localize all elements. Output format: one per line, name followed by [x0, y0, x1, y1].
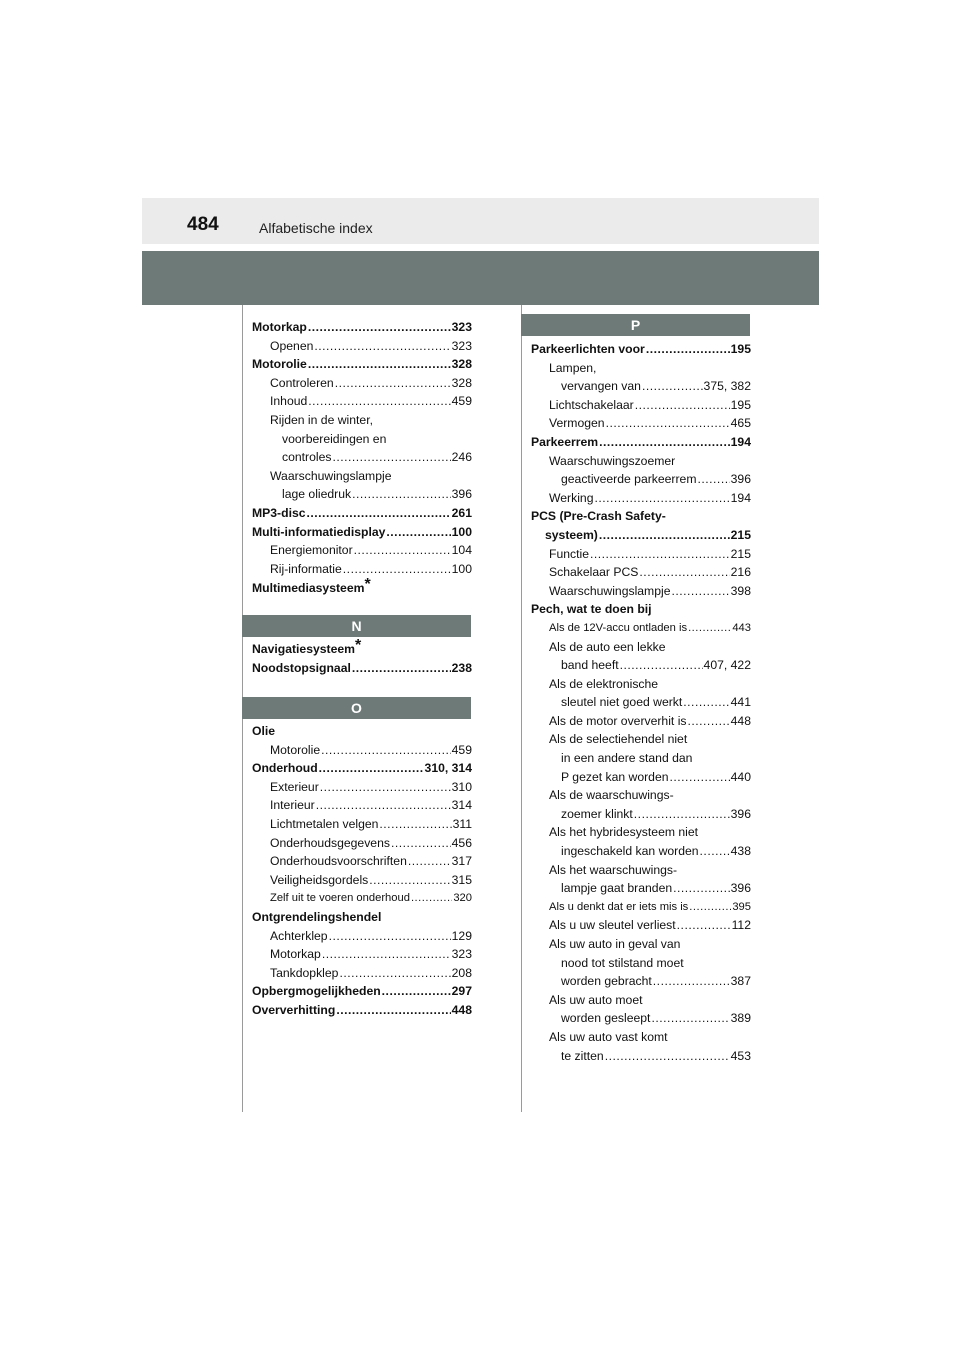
leader-dots: [335, 374, 451, 393]
leader-dots: [308, 355, 451, 374]
leader-dots: [411, 889, 452, 908]
entry-page: 215: [730, 546, 751, 561]
entry-page: 310: [451, 779, 472, 794]
entry-text: Motorkap: [270, 947, 321, 962]
index-entry: [531, 730, 751, 749]
entry-text: zoemer klinkt: [561, 806, 633, 821]
leader-dots: [322, 945, 451, 964]
entry-text: Motorolie: [270, 742, 321, 757]
leader-dots: [605, 1047, 730, 1066]
entry-page: 195: [730, 397, 751, 412]
index-entry: [252, 467, 472, 486]
leader-dots: [599, 433, 730, 452]
leader-dots: [670, 768, 730, 787]
leader-dots: [653, 972, 730, 991]
leader-dots: [651, 1009, 729, 1028]
index-entry: [252, 411, 472, 430]
entry-text: lage oliedruk: [282, 487, 352, 502]
entry-text: Lampen,: [549, 360, 597, 375]
section-title: Alfabetische index: [259, 220, 373, 236]
index-entry: [531, 749, 751, 768]
leader-dots: [594, 489, 729, 508]
index-entry: [531, 842, 751, 861]
entry-text: Achterklep: [270, 928, 328, 943]
entry-text: Als uw auto moet: [549, 992, 643, 1007]
index-entry: [252, 355, 472, 374]
entry-page: 311: [452, 816, 472, 831]
entry-text: Als het waarschuwings-: [549, 862, 678, 877]
entry-text: Als de waarschuwings-: [549, 788, 674, 803]
entry-text: Parkeerrem: [531, 434, 599, 449]
entry-text: Exterieur: [270, 779, 319, 794]
index-entry: [252, 1001, 472, 1020]
entry-page: 328: [451, 357, 472, 372]
entry-text: Als de motor oververhit is: [549, 713, 687, 728]
leader-dots: [308, 392, 450, 411]
header-band: [142, 198, 819, 244]
entry-page: 297: [451, 984, 472, 999]
entry-text: systeem): [545, 527, 598, 542]
index-column-right: [531, 340, 751, 1065]
entry-text: te zitten: [561, 1048, 604, 1063]
leader-dots: [590, 545, 730, 564]
index-entry: [531, 693, 751, 712]
index-entry: [531, 898, 751, 917]
index-entry: [252, 945, 472, 964]
entry-text: Ontgrendelingshendel: [252, 909, 382, 924]
index-entry: [531, 563, 751, 582]
entry-text: Openen: [270, 338, 314, 353]
letter-header-o: [242, 697, 471, 719]
entry-text: Navigatiesysteem: [252, 642, 355, 656]
index-entry: [252, 964, 472, 983]
entry-page: 438: [730, 844, 751, 859]
entry-page: 396: [730, 472, 751, 487]
index-entry: [531, 916, 751, 935]
entry-text: Tankdopklep: [270, 965, 339, 980]
entry-text: Olie: [252, 724, 276, 738]
leader-dots: [688, 712, 730, 731]
entry-text: Lichtschakelaar: [549, 397, 634, 412]
index-entry: [531, 489, 751, 508]
index-entry: [252, 485, 472, 504]
leader-dots: [639, 563, 729, 582]
entry-text: worden gesleept: [561, 1011, 651, 1026]
leader-dots: [352, 485, 451, 504]
entry-text: Als uw auto in geval van: [549, 937, 681, 951]
leader-dots: [343, 560, 451, 579]
index-entry: [252, 815, 472, 834]
leader-dots: [352, 659, 451, 678]
entry-page: 315: [451, 872, 472, 887]
entry-text: Rij-informatie: [270, 561, 342, 576]
index-entry: [531, 545, 751, 564]
index-list-n: [252, 637, 472, 677]
index-entry-multimediasysteem: [252, 576, 472, 598]
entry-text: Waarschuwingslampje: [549, 583, 671, 598]
entry-text: Vermogen: [549, 416, 605, 431]
index-entry: [531, 805, 751, 824]
leader-dots: [354, 541, 451, 560]
entry-text: Werking: [549, 490, 594, 505]
entry-text: Schakelaar PCS: [549, 565, 639, 580]
index-entry: [252, 523, 472, 542]
index-entry: [252, 741, 472, 760]
entry-text: Rijden in de winter,: [270, 412, 373, 427]
page-number: 484: [187, 214, 219, 235]
index-entry: [531, 507, 751, 526]
entry-page: 456: [451, 835, 472, 850]
asterisk-mark: *: [354, 637, 362, 654]
entry-page: 194: [730, 434, 751, 449]
index-entry: [531, 359, 751, 378]
entry-text: controles: [282, 450, 332, 465]
leader-dots: [635, 396, 730, 415]
leader-dots: [677, 916, 731, 935]
leader-dots: [634, 805, 730, 824]
entry-text: Als het hybridesysteem niet: [549, 825, 699, 840]
index-entry: [531, 638, 751, 657]
index-entry: [252, 796, 472, 815]
leader-dots: [408, 852, 451, 871]
entry-page: 448: [730, 713, 751, 728]
entry-text: Interieur: [270, 798, 315, 813]
entry-page: 396: [730, 806, 751, 821]
index-entry: [531, 433, 751, 452]
index-entry: [252, 778, 472, 797]
index-entry: [531, 526, 751, 545]
index-entry: [252, 759, 472, 778]
entry-page: 216: [730, 565, 751, 580]
entry-page: 323: [451, 947, 472, 962]
entry-text: Functie: [549, 546, 589, 561]
entry-page: 440: [730, 769, 751, 784]
index-entry: [252, 430, 472, 449]
entry-page: 104: [451, 543, 472, 558]
entry-page: 443: [732, 621, 751, 634]
entry-text: Noodstopsignaal: [252, 660, 351, 675]
index-entry: [252, 448, 472, 467]
index-entry: [252, 889, 472, 908]
leader-dots: [698, 470, 730, 489]
index-entry: [531, 1028, 751, 1047]
entry-text: Inhoud: [270, 394, 308, 409]
entry-page: 112: [731, 918, 751, 933]
index-entry: [531, 377, 751, 396]
index-entry: [531, 452, 751, 471]
leader-dots: [320, 778, 451, 797]
index-entry: [531, 619, 751, 638]
entry-page: 396: [451, 487, 472, 502]
entry-text: Waarschuwingslampje: [270, 468, 392, 483]
entry-text: nood tot stilstand moet: [561, 955, 684, 970]
index-entry-noodstopsignaal: [252, 659, 472, 678]
index-entry: [531, 600, 751, 619]
entry-text: Onderhoud: [252, 761, 318, 776]
entry-text: Als u denkt dat er iets mis is: [549, 900, 689, 913]
entry-page: 395: [732, 900, 751, 913]
entry-text: Waarschuwingszoemer: [549, 453, 676, 468]
leader-dots: [642, 377, 703, 396]
index-entry: [531, 768, 751, 787]
index-list-o: [252, 722, 472, 1020]
entry-text: lampje gaat branden: [561, 881, 673, 896]
entry-page: 328: [451, 375, 472, 390]
index-entry: [531, 972, 751, 991]
letter-header-n: [242, 615, 471, 637]
index-entry: [252, 374, 472, 393]
entry-text: Motorkap: [252, 320, 307, 334]
index-entry: [252, 392, 472, 411]
letter-label: P: [630, 317, 641, 333]
entry-page: 129: [451, 928, 472, 943]
entry-text: Als de elektronische: [549, 676, 659, 691]
index-entry: [531, 470, 751, 489]
entry-text: geactiveerde parkeerrem: [561, 472, 697, 487]
index-entry: [531, 656, 751, 675]
entry-page: 208: [451, 965, 472, 980]
index-entry: [252, 852, 472, 871]
entry-text: Zelf uit te voeren onderhoud: [270, 892, 410, 905]
entry-page: 459: [451, 394, 472, 409]
entry-page: 396: [730, 881, 751, 896]
right-column-rule: [521, 305, 522, 1112]
index-entry-navigatiesysteem: [252, 637, 472, 659]
leader-dots: [321, 741, 451, 760]
index-entry: [531, 712, 751, 731]
entry-text: Als de auto een lekke: [549, 639, 666, 654]
header-grey-bar: [142, 251, 819, 305]
leader-dots: [391, 834, 451, 853]
entry-text: Opbergmogelijkheden: [252, 984, 381, 999]
index-entry: [252, 560, 472, 579]
leader-dots: [339, 964, 450, 983]
asterisk-mark: *: [364, 576, 371, 594]
leader-dots: [689, 898, 731, 917]
leader-dots: [673, 879, 730, 898]
entry-text: Pech, wat te doen bij: [531, 602, 652, 617]
entry-text: worden gebracht: [561, 974, 652, 989]
index-entry: [531, 954, 751, 973]
index-entry: [531, 861, 751, 880]
entry-page: 459: [451, 742, 472, 757]
index-entry: [531, 675, 751, 694]
index-entry: [531, 414, 751, 433]
entry-text: band heeft: [561, 658, 619, 673]
leader-dots: [332, 448, 450, 467]
index-entry: [531, 823, 751, 842]
entry-page: 314: [451, 798, 472, 813]
leader-dots: [336, 1001, 450, 1020]
leader-dots: [379, 815, 451, 834]
entry-page: 310, 314: [424, 761, 472, 776]
index-entry: [531, 991, 751, 1010]
entry-page: 317: [451, 854, 472, 869]
leader-dots: [620, 656, 703, 675]
letter-label: N: [351, 618, 362, 634]
entry-text: Controleren: [270, 375, 334, 390]
leader-dots: [382, 982, 451, 1001]
index-entry: [531, 786, 751, 805]
entry-text: Veiligheidsgordels: [270, 872, 369, 887]
index-entry: [531, 582, 751, 601]
index-entry: [252, 722, 472, 741]
index-entry: [252, 871, 472, 890]
entry-text: in een andere stand dan: [561, 751, 693, 766]
leader-dots: [369, 871, 450, 890]
entry-text: Lichtmetalen velgen: [270, 816, 379, 831]
letter-label: O: [351, 700, 362, 716]
entry-page: 441: [730, 695, 751, 710]
entry-text: Onderhoudsvoorschriften: [270, 854, 407, 869]
index-column-left-o: [252, 722, 472, 1020]
leader-dots: [688, 619, 731, 638]
entry-page: 387: [730, 974, 751, 989]
entry-page: 453: [730, 1048, 751, 1063]
entry-text: P gezet kan worden: [561, 769, 669, 784]
index-entry: [252, 541, 472, 560]
entry-page: 323: [451, 320, 472, 334]
entry-page: 323: [451, 338, 472, 353]
entry-text: Motorolie: [252, 357, 307, 372]
entry-text: Energiemonitor: [270, 543, 353, 558]
entry-text: Onderhoudsgegevens: [270, 835, 390, 850]
index-entry: [252, 908, 472, 927]
index-entry: [252, 318, 472, 337]
entry-page: 100: [451, 561, 472, 576]
index-entry: [531, 935, 751, 954]
entry-text: Als de 12V-accu ontladen is: [549, 621, 688, 634]
index-entry: [252, 834, 472, 853]
entry-page: 320: [453, 892, 472, 905]
index-list-p: [531, 340, 751, 1065]
index-list-m: [252, 318, 472, 578]
leader-dots: [314, 337, 450, 356]
leader-dots: [307, 504, 451, 523]
entry-page: 389: [730, 1011, 751, 1026]
letter-header-p: [521, 314, 750, 336]
entry-page: 407, 422: [703, 658, 751, 673]
index-entry: [252, 337, 472, 356]
entry-text: Multi-informatiedisplay: [252, 524, 386, 539]
leader-dots: [599, 526, 730, 545]
entry-page: 375, 382: [703, 379, 751, 394]
entry-text: Als uw auto vast komt: [549, 1029, 668, 1044]
entry-page: 238: [451, 660, 472, 675]
entry-page: 465: [730, 416, 751, 431]
index-entry: [531, 396, 751, 415]
entry-text: Als de selectiehendel niet: [549, 732, 688, 747]
index-entry: [531, 1047, 751, 1066]
leader-dots: [386, 523, 450, 542]
leader-dots: [329, 927, 451, 946]
entry-text: Multimediasysteem: [252, 581, 365, 596]
entry-text: MP3-disc: [252, 505, 306, 520]
index-entry: [531, 340, 751, 359]
leader-dots: [700, 842, 730, 861]
leader-dots: [316, 796, 451, 815]
entry-page: 100: [451, 524, 472, 539]
entry-text: voorbereidingen en: [282, 431, 387, 446]
entry-page: 246: [451, 450, 472, 465]
leader-dots: [671, 582, 729, 601]
leader-dots: [308, 318, 451, 337]
leader-dots: [683, 693, 729, 712]
entry-text: PCS (Pre-Crash Safety-: [531, 509, 666, 524]
entry-text: Parkeerlichten voor: [531, 342, 645, 356]
entry-page: 215: [730, 527, 751, 542]
leader-dots: [646, 340, 730, 359]
leader-dots: [319, 759, 424, 778]
entry-page: 261: [451, 505, 472, 520]
leader-dots: [606, 414, 730, 433]
entry-text: ingeschakeld kan worden: [561, 844, 699, 859]
index-entry: [252, 982, 472, 1001]
entry-text: Als u uw sleutel verliest: [549, 918, 676, 933]
entry-text: sleutel niet goed werkt: [561, 695, 683, 710]
index-entry: [252, 504, 472, 523]
index-entry: [531, 879, 751, 898]
index-column-left: [252, 318, 472, 598]
entry-page: 194: [730, 490, 751, 505]
entry-text: Oververhitting: [252, 1002, 336, 1017]
entry-page: 448: [451, 1002, 472, 1017]
entry-page: 195: [730, 342, 751, 356]
index-entry: [531, 1009, 751, 1028]
index-entry: [252, 927, 472, 946]
entry-text: vervangen van: [561, 379, 641, 394]
entry-page: 398: [730, 583, 751, 598]
